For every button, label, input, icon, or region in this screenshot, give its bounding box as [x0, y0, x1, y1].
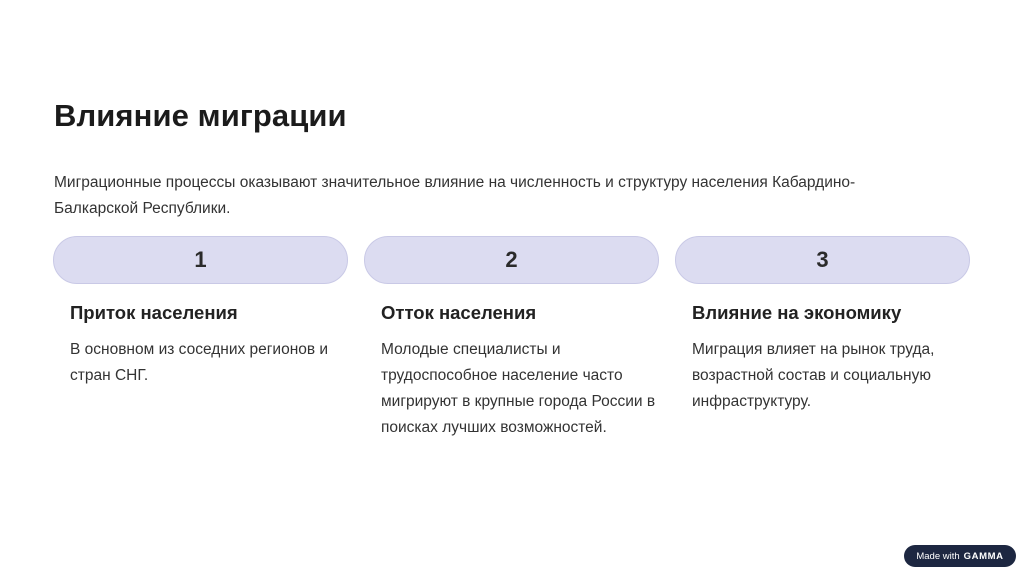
column-text: Миграция влияет на рынок труда, возрастной состав и социальную инфраструктуру. [692, 341, 935, 410]
column-economy [675, 236, 970, 441]
column-text: В основном из соседних регионов и стран СНГ. [70, 341, 329, 384]
column-text: Молодые специалисты и трудоспособное население часто мигрируют в крупные города России в поисках лучших возможностей. [381, 341, 656, 436]
column-heading: Отток населения [381, 302, 537, 323]
slide-intro-text: Миграционные процессы оказывают значительное влияние на численность и структуру населения Кабардино-Балкарской Республики. [54, 174, 856, 217]
column-heading: Влияние на экономику [692, 302, 902, 323]
badge-prefix: Made with [916, 550, 960, 562]
column-inflow [53, 236, 348, 441]
slide-title: Влияние миграции [54, 98, 347, 133]
columns-container [53, 236, 971, 441]
step-number-pill: 1 [53, 236, 348, 284]
column-outflow [364, 236, 659, 441]
column-heading: Приток населения [70, 302, 238, 323]
step-number-pill: 3 [675, 236, 970, 284]
made-with-gamma-badge[interactable] [904, 545, 1016, 567]
gamma-logo: GAMMA [963, 550, 1004, 562]
step-number-pill: 2 [364, 236, 659, 284]
